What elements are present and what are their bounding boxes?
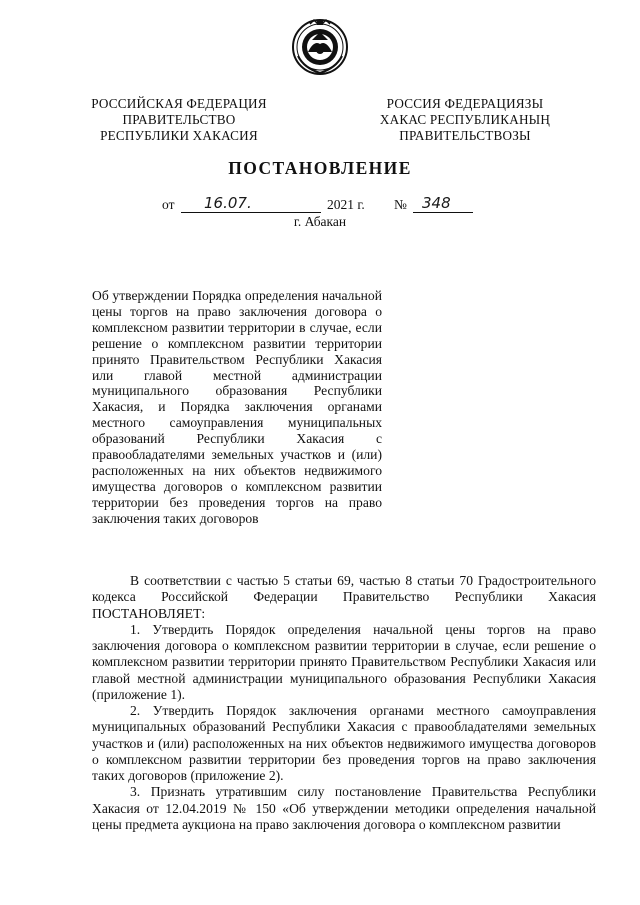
body-paragraph: В соответствии с частью 5 статьи 69, частью 8 статьи 70 Градостроительного кодекса Российской Федерации Правительство Республики Хакасия ПОСТАНОВЛЯЕТ: <box>92 573 596 621</box>
header-right-line: ПРАВИТЕЛЬСТВОЗЫ <box>399 128 531 143</box>
body-paragraph: 2. Утвердить Порядок заключения органами местного самоуправления муниципальных образований Республики Хакасия с правообладателями земельных участков и (или) расположенных на них объектов недвижимого имущества договоров о комплексном развитии территории без проведения торгов на право заключения таких договоров (приложение 2). <box>92 703 596 783</box>
number-underline <box>413 212 473 213</box>
header-right-line: ХАКАС РЕСПУБЛИКАНЫҢ <box>379 112 551 127</box>
date-from-label: от <box>162 197 175 212</box>
header-left-line: ПРАВИТЕЛЬСТВО <box>122 112 236 127</box>
date-underline <box>181 212 321 213</box>
header-right <box>360 96 570 144</box>
header-right-line: РОССИЯ ФЕДЕРАЦИЯЗЫ <box>386 96 544 111</box>
city-name: г. Абакан <box>293 214 347 229</box>
coat-of-arms-icon <box>288 14 352 78</box>
document-body <box>92 573 596 833</box>
date-year: 2021 г. <box>327 197 365 212</box>
body-paragraph: 3. Признать утратившим силу постановление Правительства Республики Хакасия от 12.04.2019 № 150 «Об утверждении методики определения начальной цены предмета аукциона на право заключения договора о комплексном развитии <box>92 784 596 832</box>
handwritten-number: 348 <box>422 194 451 212</box>
date-line <box>0 194 640 215</box>
document-title: ПОСТАНОВЛЕНИЕ <box>228 158 412 178</box>
document-subject: Об утверждении Порядка определения начальной цены торгов на право заключения договора о комплексном развитии территории в случае, если решение о комплексном развитии территории принято Правительством Республики Хакасия или главой местной администрации муниципального образования Республики Хакасия, и Порядка заключения органами местного самоуправления муниципальных образований Республики Хакасия с правообладателями земельных участков и (или) расположенных на них объектов недвижимого имущества договоров о комплексном развитии территории без проведения торгов на право заключения таких договоров <box>92 288 382 526</box>
header-left <box>80 96 278 144</box>
header-left-line: РОССИЙСКАЯ ФЕДЕРАЦИЯ <box>91 96 267 111</box>
handwritten-date: 16.07. <box>204 194 252 212</box>
number-label: № <box>394 197 407 212</box>
body-paragraph: 1. Утвердить Порядок определения начальной цены торгов на право заключения договора о комплексном развитии территории в случае, если решение о комплексном развитии территории принято Правительством Республики Хакасия или главой местной администрации муниципального образования Республики Хакасия (приложение 1). <box>92 621 596 702</box>
header-left-line: РЕСПУБЛИКИ ХАКАСИЯ <box>100 128 258 143</box>
